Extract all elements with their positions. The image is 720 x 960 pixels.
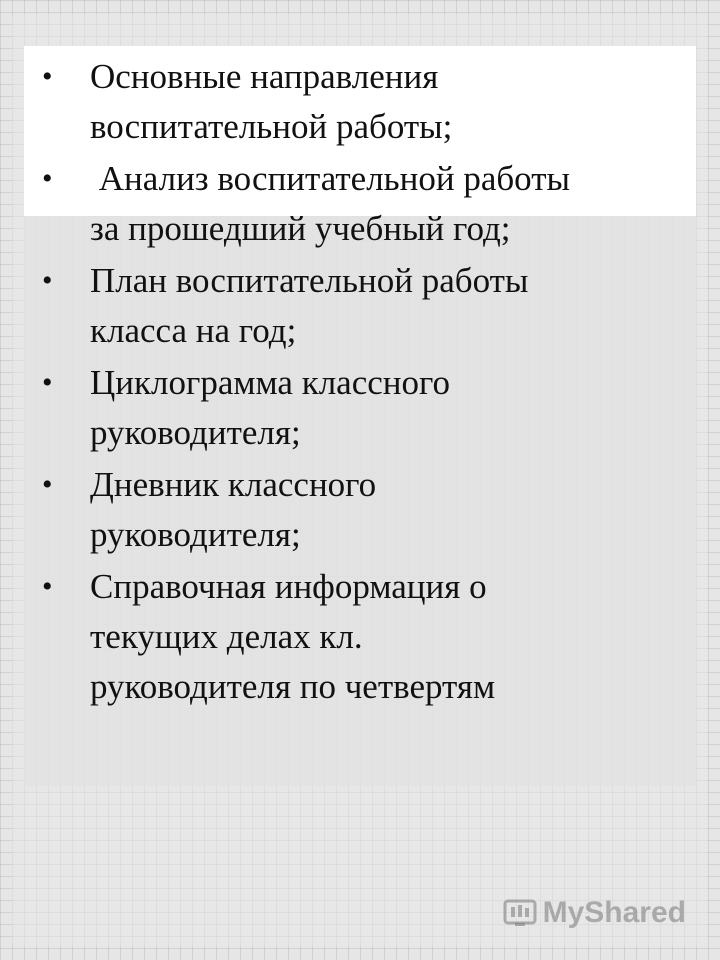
item-line: Справочная информация о [90, 567, 487, 606]
list-item [38, 256, 698, 356]
watermark-text: MyShared [542, 896, 686, 929]
list-item [38, 52, 698, 152]
item-line: руководителя; [90, 515, 301, 554]
item-line: руководителя; [90, 413, 301, 452]
list-item [38, 460, 698, 560]
bullet-icon: • [42, 570, 53, 603]
item-line: за прошедший учебный год; [90, 209, 511, 248]
bullet-icon: • [42, 468, 53, 501]
list-item [38, 154, 698, 254]
item-line: Дневник классного [90, 465, 377, 504]
item-line: Основные направления [90, 57, 439, 96]
item-line: Анализ воспитательной работы [90, 159, 571, 198]
bullet-icon: • [42, 60, 53, 93]
bullet-icon: • [42, 264, 53, 297]
list-item [38, 358, 698, 458]
list-item [38, 562, 698, 712]
bullet-icon: • [42, 366, 53, 399]
bullet-list [38, 52, 698, 714]
item-line: текущих делах кл. [90, 617, 363, 656]
item-line: руководителя по четвертям [90, 667, 496, 706]
item-line: класса на год; [90, 311, 297, 350]
item-line: Циклограмма классного [90, 363, 450, 402]
watermark [503, 896, 686, 930]
item-line: План воспитательной работы [90, 261, 529, 300]
item-line: воспитательной работы; [90, 107, 453, 146]
bullet-icon: • [42, 162, 53, 195]
myshared-logo-icon [503, 898, 537, 928]
